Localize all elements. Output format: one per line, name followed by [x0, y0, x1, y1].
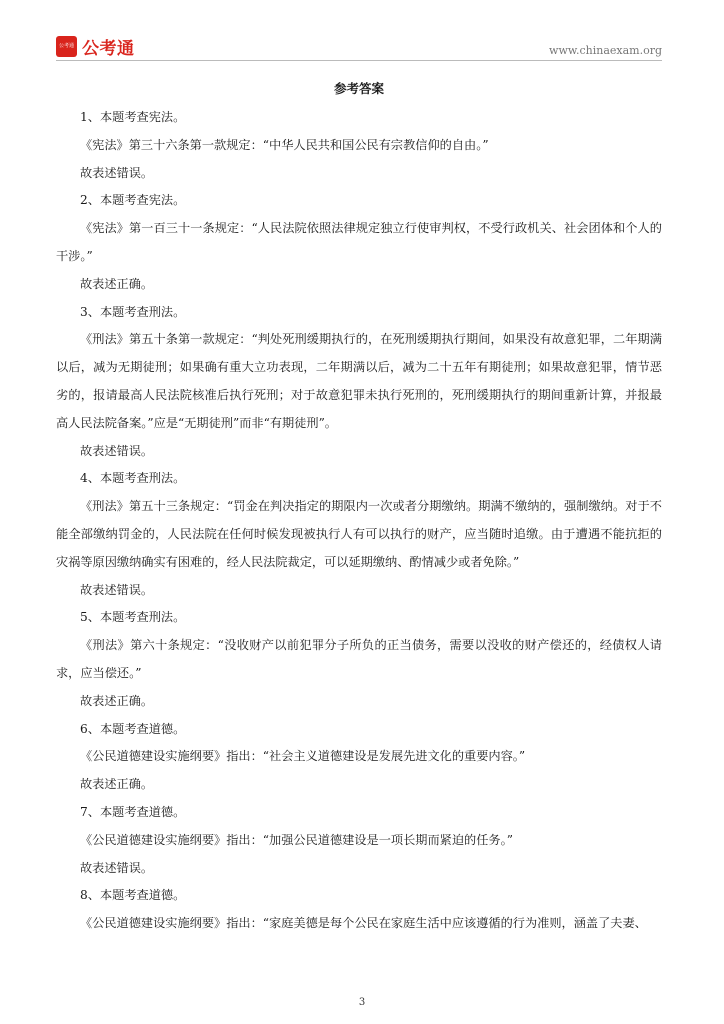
- logo-badge-icon: 公考通: [56, 36, 77, 57]
- page-title: 参考答案: [333, 81, 384, 96]
- paragraph: 《刑法》第五十三条规定：“罚金在判决指定的期限内一次或者分期缴纳。期满不缴纳的，强制缴纳。对于不能全部缴纳罚金的，人民法院在任何时候发现被执行人有可以执行的财产，应当随时追缴。由于遭遇不能抗拒的灾祸等原因缴纳确实有困难的，经人民法院裁定，可以延期缴纳、酌情减少或者免除。”: [56, 499, 662, 569]
- paragraph: 故表述错误。: [80, 443, 154, 458]
- logo: [56, 34, 135, 59]
- paragraph: 2、本题考查宪法。: [80, 193, 186, 208]
- header-divider: [56, 60, 662, 61]
- paragraph: 故表述错误。: [80, 165, 154, 180]
- paragraph: 故表述错误。: [80, 860, 154, 875]
- paragraph: 《刑法》第六十条规定：“没收财产以前犯罪分子所负的正当债务，需要以没收的财产偿还的，经债权人请求，应当偿还。”: [56, 638, 662, 680]
- logo-text: 公考通: [82, 39, 135, 59]
- paragraph: 《公民道德建设实施纲要》指出：“家庭美德是每个公民在家庭生活中应该遵循的行为准则，涵盖了夫妻、: [80, 916, 647, 931]
- paragraph: 8、本题考查道德。: [80, 888, 186, 903]
- page-header: [56, 34, 662, 62]
- paragraph: 《宪法》第一百三十一条规定：“人民法院依照法律规定独立行使审判权，不受行政机关、社会团体和个人的干涉。”: [56, 221, 662, 263]
- paragraph: 故表述错误。: [80, 582, 154, 597]
- paragraph: 故表述正确。: [80, 777, 154, 792]
- site-url: www.chinaexam.org: [549, 44, 662, 57]
- paragraph: 7、本题考查道德。: [80, 804, 186, 819]
- paragraph: 4、本题考查刑法。: [80, 471, 186, 486]
- paragraph: 6、本题考查道德。: [80, 721, 186, 736]
- paragraph: 3、本题考查刑法。: [80, 304, 186, 319]
- paragraph: 5、本题考查刑法。: [80, 610, 186, 625]
- paragraph: 《宪法》第三十六条第一款规定：“中华人民共和国公民有宗教信仰的自由。”: [80, 137, 489, 152]
- paragraph: 故表述正确。: [80, 276, 154, 291]
- page-number: 3: [358, 997, 366, 1008]
- paragraph: 《公民道德建设实施纲要》指出：“加强公民道德建设是一项长期而紧迫的任务。”: [80, 832, 513, 847]
- paragraph: 《公民道德建设实施纲要》指出：“社会主义道德建设是发展先进文化的重要内容。”: [80, 749, 526, 764]
- document-body: [56, 78, 662, 938]
- paragraph: 故表述正确。: [80, 693, 154, 708]
- paragraph: 《刑法》第五十条第一款规定：“判处死刑缓期执行的，在死刑缓期执行期间，如果没有故意犯罪，二年期满以后，减为无期徒刑；如果确有重大立功表现，二年期满以后，减为二十五年有期徒刑；如果故意犯罪，情节恶劣的，报请最高人民法院核准后执行死刑；对于故意犯罪未执行死刑的，死刑缓期执行的期间重新计算，并报最高人民法院备案。”应是“无期徒刑”而非“有期徒刑”。: [56, 332, 662, 430]
- paragraph: 1、本题考查宪法。: [80, 110, 186, 124]
